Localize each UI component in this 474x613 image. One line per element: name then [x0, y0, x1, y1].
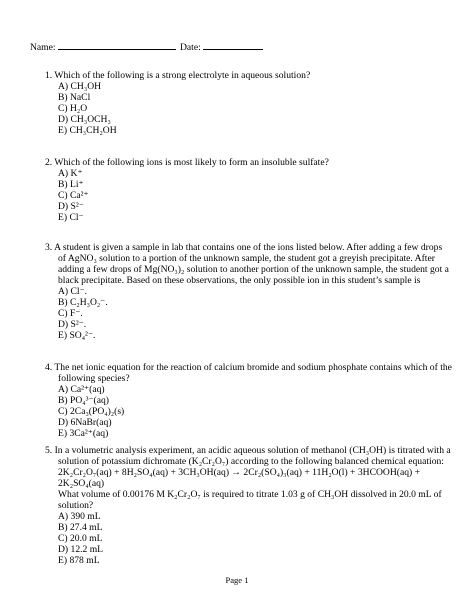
- text-line: following species?: [58, 373, 130, 384]
- text-line: C) 20.0 mL: [58, 533, 103, 544]
- text-line: A) Ca²⁺(aq): [58, 384, 105, 395]
- text-line: 2. Which of the following ions is most likely to form an insoluble sulfate?: [45, 157, 329, 168]
- text-line: B) C₂H₃O₂⁻.: [58, 297, 108, 308]
- name-field-row: [30, 40, 176, 53]
- text-line: What volume of 0.00176 M K₂Cr₂O₇ is required to titrate 1.03 g of CH₃OH dissolved in 20.0 mL of: [58, 489, 442, 500]
- text-line: B) NaCl: [58, 92, 91, 103]
- text-line: A) K⁺: [58, 168, 83, 179]
- text-line: solution of potassium dichromate (K₂Cr₂O₇) according to the following balanced chemical equation:: [58, 456, 444, 467]
- text-line: E) SO₄²⁻.: [58, 330, 96, 341]
- name-label: Name:: [30, 42, 56, 53]
- text-line: D) 12.2 mL: [58, 544, 104, 555]
- text-line: E) 878 mL: [58, 555, 100, 566]
- text-line: C) Ca²⁺: [58, 190, 89, 201]
- text-line: 3. A student is given a sample in lab that contains one of the ions listed below. After adding a few drops: [45, 242, 443, 253]
- text-line: D) CH₃OCH₃: [58, 114, 111, 125]
- text-line: D) 6NaBr(aq): [58, 417, 112, 428]
- text-line: E) CH₃CH₂OH: [58, 125, 117, 136]
- text-line: black precipitate. Based on these observations, the only possible ion in this student’s sample is: [58, 275, 421, 286]
- text-line: solution?: [58, 500, 94, 511]
- text-line: C) F⁻.: [58, 308, 83, 319]
- text-line: E) 3Ca²⁺(aq): [58, 428, 109, 439]
- date-field-row: [180, 40, 263, 53]
- text-line: C) 2Ca₃(PO₄)₂(s): [58, 406, 125, 417]
- text-line: A) 390 mL: [58, 511, 101, 522]
- text-line: D) S²⁻.: [58, 319, 87, 330]
- text-line: B) Li⁺: [58, 179, 84, 190]
- text-line: adding a few drops of Mg(NO₃)₂ solution to another portion of the unknown sample, the student got a: [58, 264, 449, 275]
- date-label: Date:: [180, 42, 201, 53]
- text-line: B) 27.4 mL: [58, 522, 103, 533]
- text-line: B) PO₄³⁻(aq): [58, 395, 109, 406]
- text-line: 4. The net ionic equation for the reaction of calcium bromide and sodium phosphate contains which of the: [45, 362, 452, 373]
- text-line: E) Cl⁻: [58, 212, 84, 223]
- name-blank[interactable]: [58, 40, 176, 50]
- page-number: Page 1: [225, 575, 249, 585]
- text-line: 2K₂Cr₂O₇(aq) + 8H₂SO₄(aq) + 3CH₃OH(aq) → 2Cr₂(SO₄)₃(aq) + 11H₂O(l) + 3HCOOH(aq) +: [58, 467, 421, 478]
- text-line: A) Cl⁻.: [58, 286, 88, 297]
- text-line: 5. In a volumetric analysis experiment, an acidic aqueous solution of methanol (CH₃OH) is titrated with a: [45, 445, 451, 456]
- date-blank[interactable]: [203, 40, 263, 50]
- text-line: C) H₂O: [58, 103, 88, 114]
- text-line: 1. Which of the following is a strong electrolyte in aqueous solution?: [45, 70, 311, 81]
- text-line: D) S²⁻: [58, 201, 84, 212]
- text-line: of AgNO₃ solution to a portion of the unknown sample, the student got a greyish precipitate. After: [58, 253, 435, 264]
- text-line: 2K₂SO₄(aq): [58, 478, 105, 489]
- text-line: A) CH₃OH: [58, 81, 102, 92]
